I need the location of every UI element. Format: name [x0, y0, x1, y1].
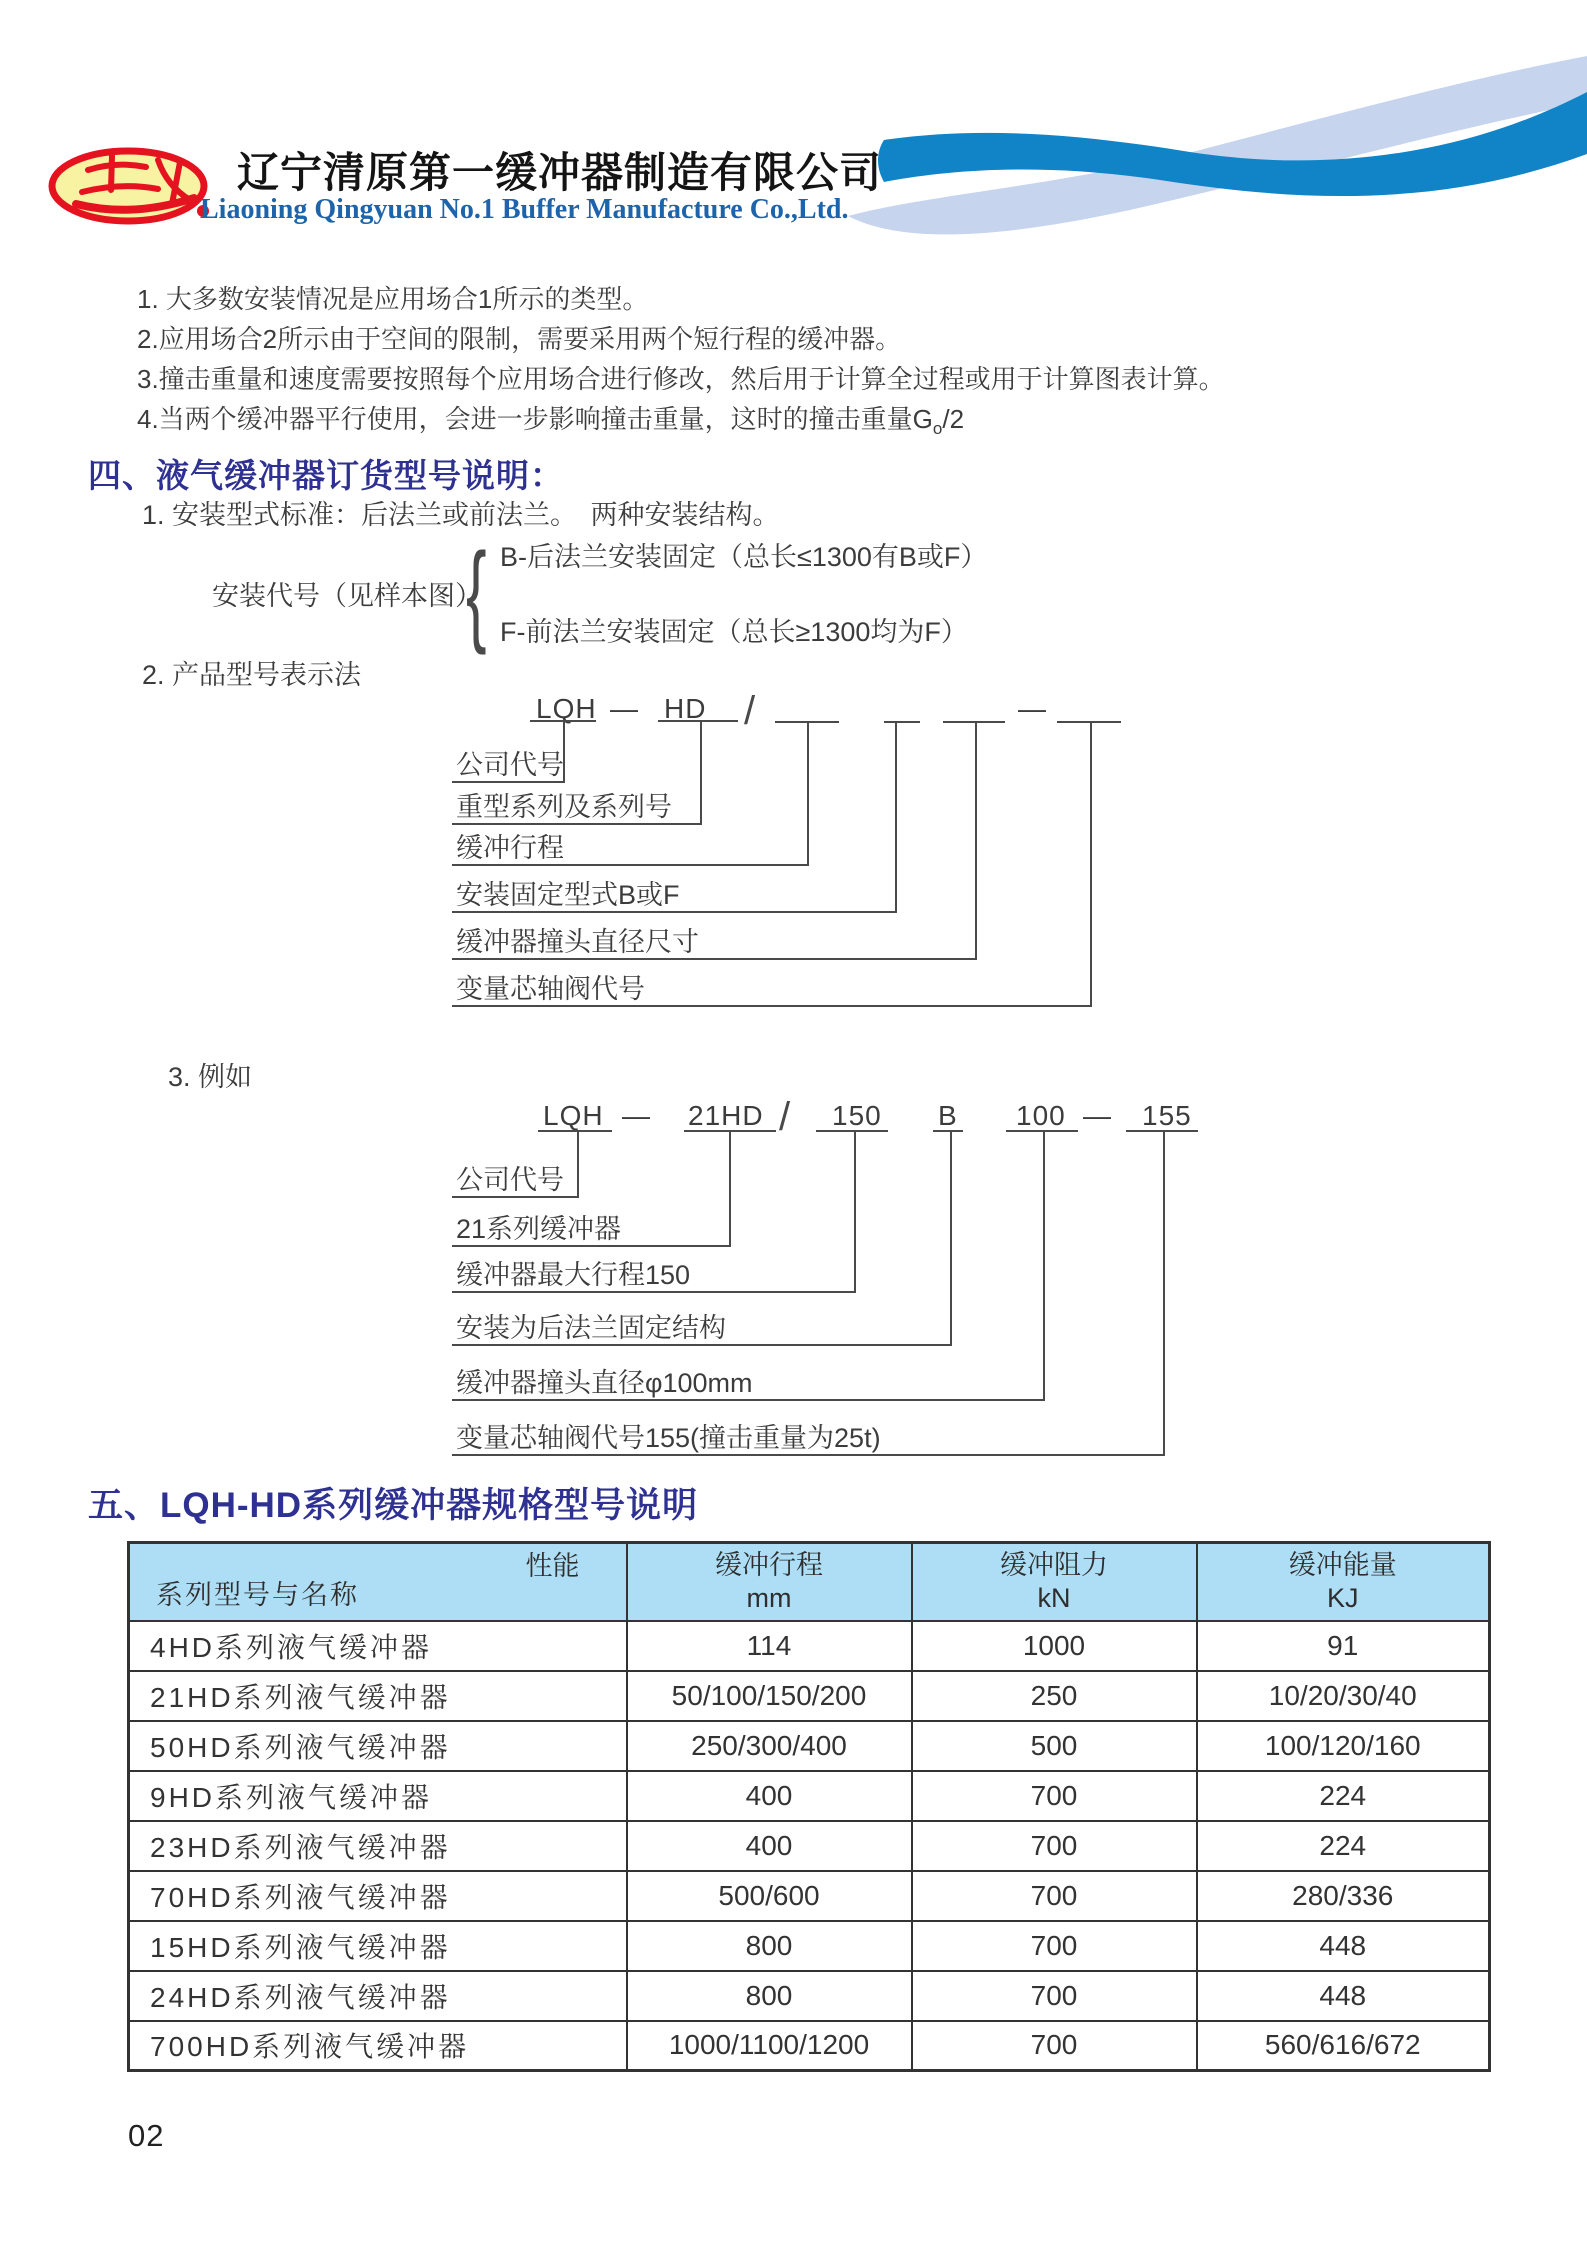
mount-option-b: B-后法兰安装固定（总长≤1300有B或F） — [500, 542, 988, 572]
underline-series — [658, 720, 738, 722]
corner-header-cell — [129, 1543, 627, 1621]
table-row — [129, 1771, 1490, 1821]
col-header-stroke: 缓冲行程 mm — [627, 1543, 912, 1621]
cell-series-name: 70HD系列液气缓冲器 — [129, 1871, 627, 1921]
blank-valve — [1057, 721, 1121, 723]
mount-option-f: F-前法兰安装固定（总长≥1300均为F） — [500, 617, 968, 647]
blank-mount — [884, 721, 920, 723]
spec-table-header-row — [129, 1543, 1490, 1621]
example-slash: / — [779, 1095, 791, 1139]
note-3: 3.撞击重量和速度需要按照每个应用场合进行修改，然后用于计算全过程或用于计算图表计算。 — [137, 364, 1225, 394]
cell-value: 224 — [1197, 1771, 1490, 1821]
table-row — [129, 1821, 1490, 1871]
diagram-label-company: 公司代号 — [452, 750, 564, 783]
cell-value: 250/300/400 — [627, 1721, 912, 1771]
diagram-label-head-dia: 缓冲器撞头直径尺寸 — [452, 927, 976, 960]
example-label-valve: 变量芯轴阀代号155(撞击重量为25t) — [452, 1423, 1163, 1456]
page-number: 02 — [128, 2118, 165, 2153]
model-part-company: LQH — [536, 693, 597, 724]
example-ul-mount — [933, 1130, 963, 1132]
example-part-stroke: 150 — [832, 1100, 882, 1131]
cell-value: 700 — [912, 1821, 1197, 1871]
blank-head-dia — [943, 721, 1005, 723]
example-ul-company — [538, 1130, 612, 1132]
cell-series-name: 24HD系列液气缓冲器 — [129, 1971, 627, 2021]
cell-value: 448 — [1197, 1921, 1490, 1971]
mount-code-label: 安装代号（见样本图） — [212, 581, 482, 611]
example-label-head-dia: 缓冲器撞头直径φ100mm — [452, 1368, 1043, 1401]
example-connector-stroke — [854, 1130, 856, 1293]
spec-table-body — [129, 1621, 1490, 2071]
section4-heading: 四、液气缓冲器订货型号说明： — [88, 457, 564, 494]
cell-value: 700 — [912, 2021, 1197, 2071]
example-part-company: LQH — [543, 1100, 604, 1131]
col-header-energy: 缓冲能量 KJ — [1197, 1543, 1490, 1621]
table-row — [129, 1871, 1490, 1921]
mount-brace: { — [466, 530, 487, 655]
example-connector-mount — [950, 1130, 952, 1346]
connector-valve — [1090, 721, 1092, 1007]
model-part-series: HD — [664, 693, 707, 724]
cell-value: 1000/1100/1200 — [627, 2021, 912, 2071]
cell-value: 700 — [912, 1971, 1197, 2021]
table-row — [129, 2021, 1490, 2071]
diagram-label-valve: 变量芯轴阀代号 — [452, 974, 1091, 1007]
table-row — [129, 1921, 1490, 1971]
cell-series-name: 23HD系列液气缓冲器 — [129, 1821, 627, 1871]
diagram-label-mount: 安装固定型式B或F — [452, 880, 896, 913]
corner-label-series: 系列型号与名称 — [156, 1579, 359, 1610]
section5-heading: 五、LQH-HD系列缓冲器规格型号说明 — [88, 1486, 699, 1525]
cell-value: 700 — [912, 1921, 1197, 1971]
example-label-company: 公司代号 — [452, 1165, 577, 1198]
company-logo — [40, 140, 225, 240]
example-label-stroke: 缓冲器最大行程150 — [452, 1260, 854, 1293]
cell-series-name: 700HD系列液气缓冲器 — [129, 2021, 627, 2071]
example-part-series: 21HD — [688, 1100, 764, 1131]
col-header-resistance: 缓冲阻力 kN — [912, 1543, 1197, 1621]
example-connector-company — [577, 1130, 579, 1198]
model-dash-1: — — [610, 693, 639, 724]
section4-item3: 3. 例如 — [168, 1062, 253, 1092]
connector-head-dia — [975, 721, 977, 960]
corner-label-performance: 性能 — [525, 1551, 580, 1581]
cell-series-name: 21HD系列液气缓冲器 — [129, 1671, 627, 1721]
example-part-valve: 155 — [1142, 1100, 1192, 1131]
cell-value: 250 — [912, 1671, 1197, 1721]
model-dash-2: — — [1018, 693, 1047, 724]
spec-table — [127, 1541, 1491, 2072]
cell-value: 800 — [627, 1971, 912, 2021]
note-4: 4.当两个缓冲器平行使用，会进一步影响撞击重量，这时的撞击重量$G_o/2$ — [137, 404, 965, 439]
cell-value: 10/20/30/40 — [1197, 1671, 1490, 1721]
cell-value: 560/616/672 — [1197, 2021, 1490, 2071]
table-row — [129, 1621, 1490, 1671]
example-part-head-dia: 100 — [1016, 1100, 1066, 1131]
example-connector-head-dia — [1043, 1130, 1045, 1401]
table-row — [129, 1971, 1490, 2021]
example-dash-2: — — [1083, 1100, 1112, 1131]
cell-value: 700 — [912, 1871, 1197, 1921]
example-dash-1: — — [622, 1100, 651, 1131]
cell-series-name: 15HD系列液气缓冲器 — [129, 1921, 627, 1971]
note-1: 1. 大多数安装情况是应用场合1所示的类型。 — [137, 284, 649, 314]
cell-value: 114 — [627, 1621, 912, 1671]
cell-value: 800 — [627, 1921, 912, 1971]
diagram-label-series: 重型系列及系列号 — [452, 792, 701, 825]
cell-series-name: 4HD系列液气缓冲器 — [129, 1621, 627, 1671]
example-part-mount: B — [938, 1100, 958, 1131]
example-ul-stroke — [816, 1130, 888, 1132]
cell-value: 500 — [912, 1721, 1197, 1771]
example-connector-series — [729, 1130, 731, 1247]
cell-value: 500/600 — [627, 1871, 912, 1921]
cell-value: 448 — [1197, 1971, 1490, 2021]
example-ul-valve — [1126, 1130, 1198, 1132]
model-slash: / — [744, 689, 756, 733]
cell-value: 1000 — [912, 1621, 1197, 1671]
cell-value: 400 — [627, 1821, 912, 1871]
diagram-label-stroke: 缓冲行程 — [452, 833, 808, 866]
cell-value: 224 — [1197, 1821, 1490, 1871]
example-ul-head-dia — [1006, 1130, 1078, 1132]
note-2: 2.应用场合2所示由于空间的限制，需要采用两个短行程的缓冲器。 — [137, 324, 902, 354]
cell-value: 280/336 — [1197, 1871, 1490, 1921]
example-connector-valve — [1163, 1130, 1165, 1456]
cell-value: 50/100/150/200 — [627, 1671, 912, 1721]
company-name-en: Liaoning Qingyuan No.1 Buffer Manufacture Co.,Ltd. — [200, 194, 849, 225]
cell-value: 400 — [627, 1771, 912, 1821]
cell-value: 100/120/160 — [1197, 1721, 1490, 1771]
example-label-series: 21系列缓冲器 — [452, 1214, 729, 1247]
cell-series-name: 9HD系列液气缓冲器 — [129, 1771, 627, 1821]
cell-series-name: 50HD系列液气缓冲器 — [129, 1721, 627, 1771]
example-label-mount: 安装为后法兰固定结构 — [452, 1313, 950, 1346]
table-row — [129, 1671, 1490, 1721]
section4-item2: 2. 产品型号表示法 — [142, 660, 362, 690]
table-row — [129, 1721, 1490, 1771]
cell-value: 700 — [912, 1771, 1197, 1821]
section4-item1: 1. 安装型式标准：后法兰或前法兰。 两种安装结构。 — [142, 500, 780, 530]
company-name-cn: 辽宁清原第一缓冲器制造有限公司 — [237, 149, 883, 196]
cell-value: 91 — [1197, 1621, 1490, 1671]
